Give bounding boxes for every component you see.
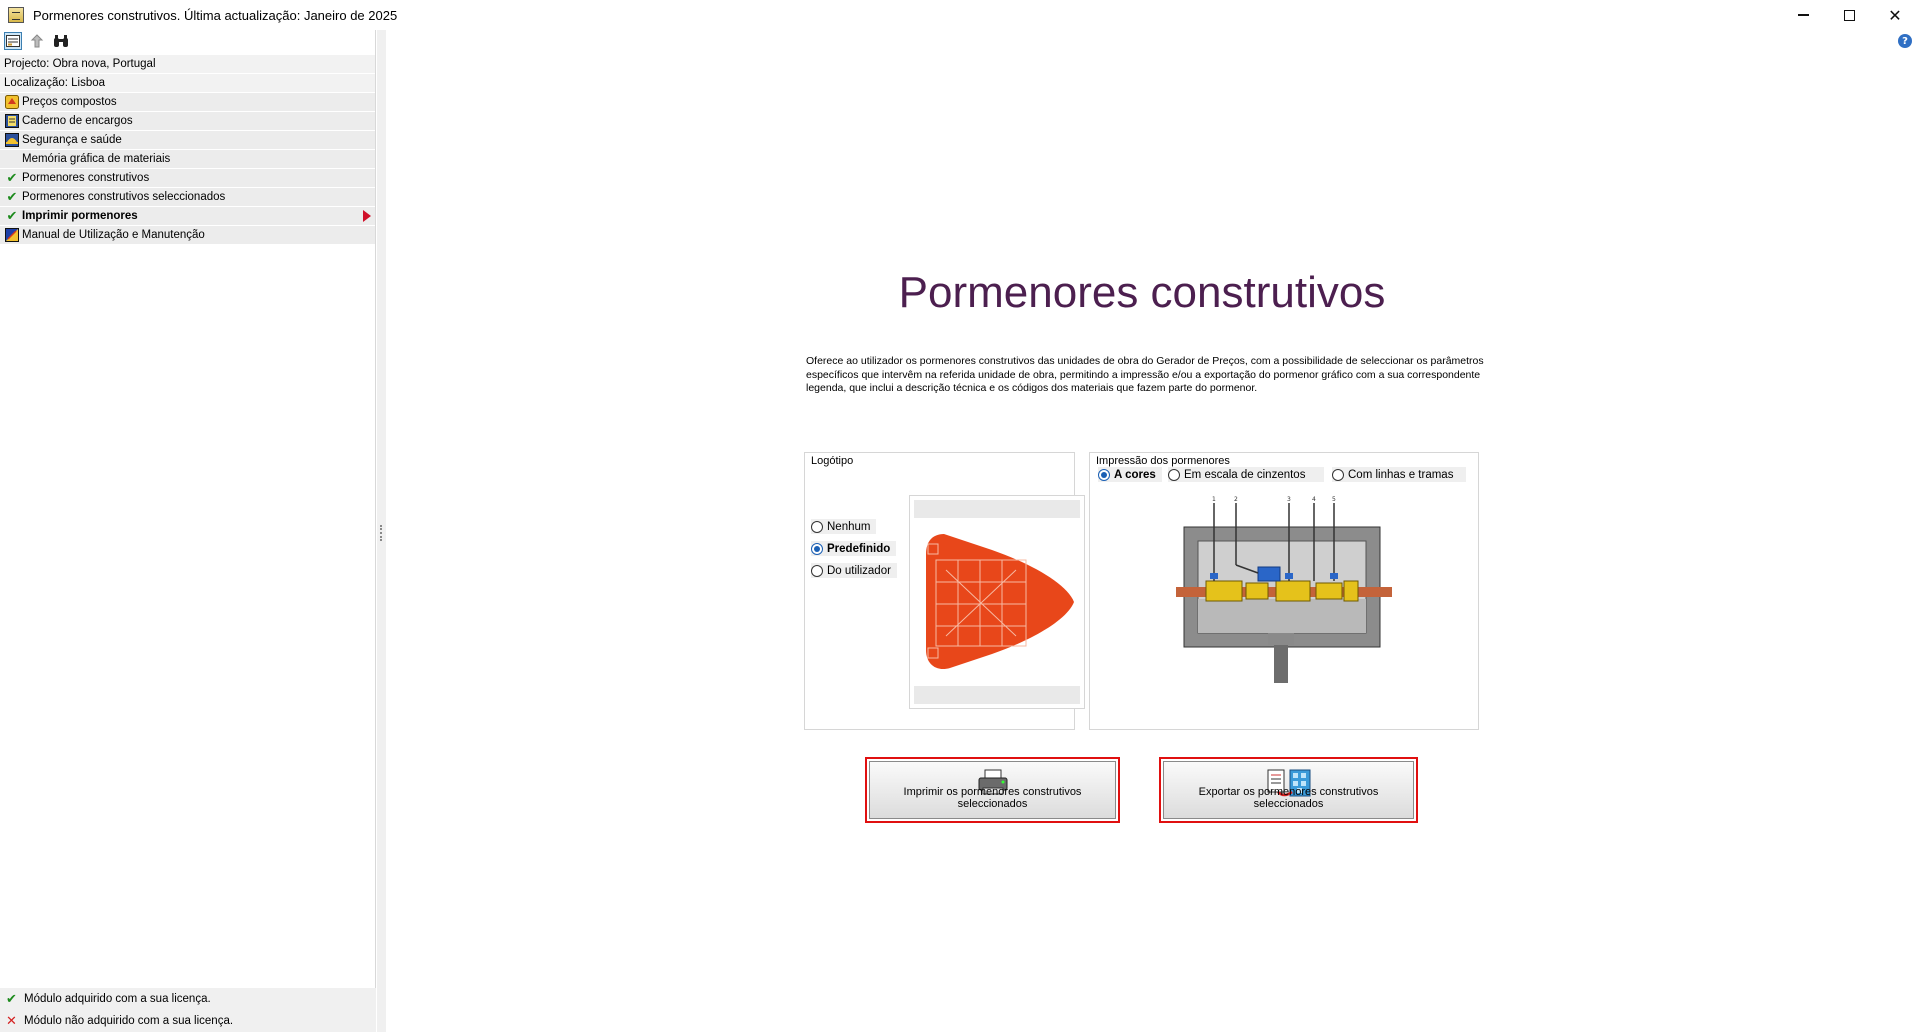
sidebar-item-caderno-de-encargos[interactable] <box>0 112 375 131</box>
minimize-icon <box>1798 14 1809 15</box>
logo-preview <box>909 495 1085 709</box>
print-option-a-cores[interactable] <box>1098 467 1162 482</box>
maximize-icon <box>1844 10 1855 21</box>
main-content <box>386 30 1898 1032</box>
sidebar-item-imprimir-pormenores[interactable] <box>0 207 375 226</box>
safety-icon <box>4 132 20 148</box>
radio-selected-icon <box>811 543 823 555</box>
panel-splitter[interactable] <box>377 30 386 1032</box>
prices-icon <box>4 94 20 110</box>
logo-option-predefinido[interactable] <box>811 541 896 556</box>
sidebar-item-pormenores-construtivos[interactable] <box>0 169 375 188</box>
legend-not-acquired <box>0 1010 376 1032</box>
svg-text:4: 4 <box>1312 496 1316 503</box>
logo-panel-caption: Logótipo <box>811 455 856 467</box>
check-icon: ✔ <box>6 170 18 186</box>
logo-option-do-utilizador[interactable] <box>811 563 897 578</box>
close-button[interactable] <box>1872 0 1918 30</box>
export-details-button[interactable] <box>1159 757 1418 823</box>
module-tree <box>0 55 375 245</box>
close-icon: ✕ <box>1888 5 1902 25</box>
svg-text:2: 2 <box>1234 496 1238 503</box>
sidebar-item-manual-utilizacao[interactable] <box>0 226 375 245</box>
logo-option-nenhum[interactable] <box>811 519 876 534</box>
page-title: Pormenores construtivos <box>898 268 1386 317</box>
sidebar-toolbar <box>0 30 375 52</box>
minimize-button[interactable] <box>1780 0 1826 30</box>
grid-view-icon <box>6 35 20 47</box>
check-icon: ✔ <box>6 991 17 1007</box>
cross-icon: ✕ <box>6 1013 17 1029</box>
sidebar-item-precos-compostos[interactable] <box>0 93 375 112</box>
radio-icon <box>1168 469 1180 481</box>
sidebar-item-seguranca-e-saude[interactable] <box>0 131 375 150</box>
binoculars-icon <box>53 34 69 48</box>
print-mode-panel <box>1089 452 1479 730</box>
sidebar-item-label: Segurança e saúde <box>22 134 122 146</box>
sidebar-item-pormenores-seleccionados[interactable] <box>0 188 375 207</box>
print-button-label: Imprimir os pormenores construtivos seleccionados <box>903 786 1082 810</box>
sidebar-item-label: Manual de Utilização e Manutenção <box>22 229 205 241</box>
page-description: Oferece ao utilizador os pormenores construtivos das unidades de obra do Gerador de Preços, com a possibilidade de seleccionar os parâmetros específicos que intervêm na referida unidade de obra, permitindo a impressão e/ou a exportação do pormenor gráfico com a sua correspondente legenda, que inclui a descrição técnica e os códigos dos materiais que fazem parte do pormenor. <box>806 355 1484 394</box>
location-label: Localização: Lisboa <box>4 77 106 89</box>
radio-label: A cores <box>1114 468 1156 481</box>
maximize-button[interactable] <box>1826 0 1872 30</box>
radio-icon <box>1332 469 1344 481</box>
radio-icon <box>811 521 823 533</box>
sidebar-item-memoria-grafica[interactable] <box>0 150 375 169</box>
up-arrow-icon <box>30 34 44 48</box>
help-icon[interactable]: ? <box>1898 34 1912 48</box>
legend-not-acquired-label: Módulo não adquirido com a sua licença. <box>24 1015 234 1027</box>
check-icon: ✔ <box>6 189 18 205</box>
print-option-linhas-tramas[interactable] <box>1332 467 1466 482</box>
radio-label: Do utilizador <box>827 564 891 577</box>
logo-panel <box>804 452 1075 730</box>
svg-text:3: 3 <box>1287 496 1291 503</box>
up-level-button[interactable] <box>28 32 46 50</box>
active-item-arrow-icon <box>363 210 371 222</box>
legend-acquired <box>0 988 376 1010</box>
sidebar-item-label: Pormenores construtivos <box>22 172 150 184</box>
radio-label: Predefinido <box>827 542 891 555</box>
window-title: Pormenores construtivos. Última actualização: Janeiro de 2025 <box>33 7 398 23</box>
radio-label: Nenhum <box>827 520 871 533</box>
sidebar-item-label: Memória gráfica de materiais <box>22 153 171 165</box>
radio-selected-icon <box>1098 469 1110 481</box>
export-button-label: Exportar os pormenores construtivos seleccionados <box>1198 786 1379 810</box>
print-option-escala-cinzentos[interactable] <box>1168 467 1324 482</box>
check-icon: ✔ <box>6 208 18 224</box>
title-bar <box>0 0 1918 30</box>
sidebar <box>0 30 376 1032</box>
project-label: Projecto: Obra nova, Portugal <box>4 58 156 70</box>
app-icon <box>8 7 24 23</box>
sidebar-item-label: Preços compostos <box>22 96 117 108</box>
splitter-grip-icon <box>380 525 382 541</box>
radio-label: Com linhas e tramas <box>1348 468 1454 481</box>
company-logo-icon <box>922 530 1082 674</box>
project-row[interactable] <box>0 55 375 74</box>
view-toggle-button[interactable] <box>4 32 22 50</box>
print-details-button[interactable] <box>865 757 1120 823</box>
search-button[interactable] <box>52 32 70 50</box>
location-row[interactable] <box>0 74 375 93</box>
radio-label: Em escala de cinzentos <box>1184 468 1306 481</box>
sidebar-item-label: Pormenores construtivos seleccionados <box>22 191 226 203</box>
legend-acquired-label: Módulo adquirido com a sua licença. <box>24 993 211 1005</box>
sidebar-item-label: Imprimir pormenores <box>22 210 138 222</box>
construction-detail-preview-icon <box>1176 495 1392 685</box>
radio-icon <box>811 565 823 577</box>
svg-text:1: 1 <box>1212 496 1216 503</box>
manual-icon <box>4 227 20 243</box>
print-panel-caption: Impressão dos pormenores <box>1096 455 1233 467</box>
specifications-icon <box>4 113 20 129</box>
svg-text:5: 5 <box>1332 496 1336 503</box>
sidebar-item-label: Caderno de encargos <box>22 115 133 127</box>
license-legend <box>0 988 376 1032</box>
